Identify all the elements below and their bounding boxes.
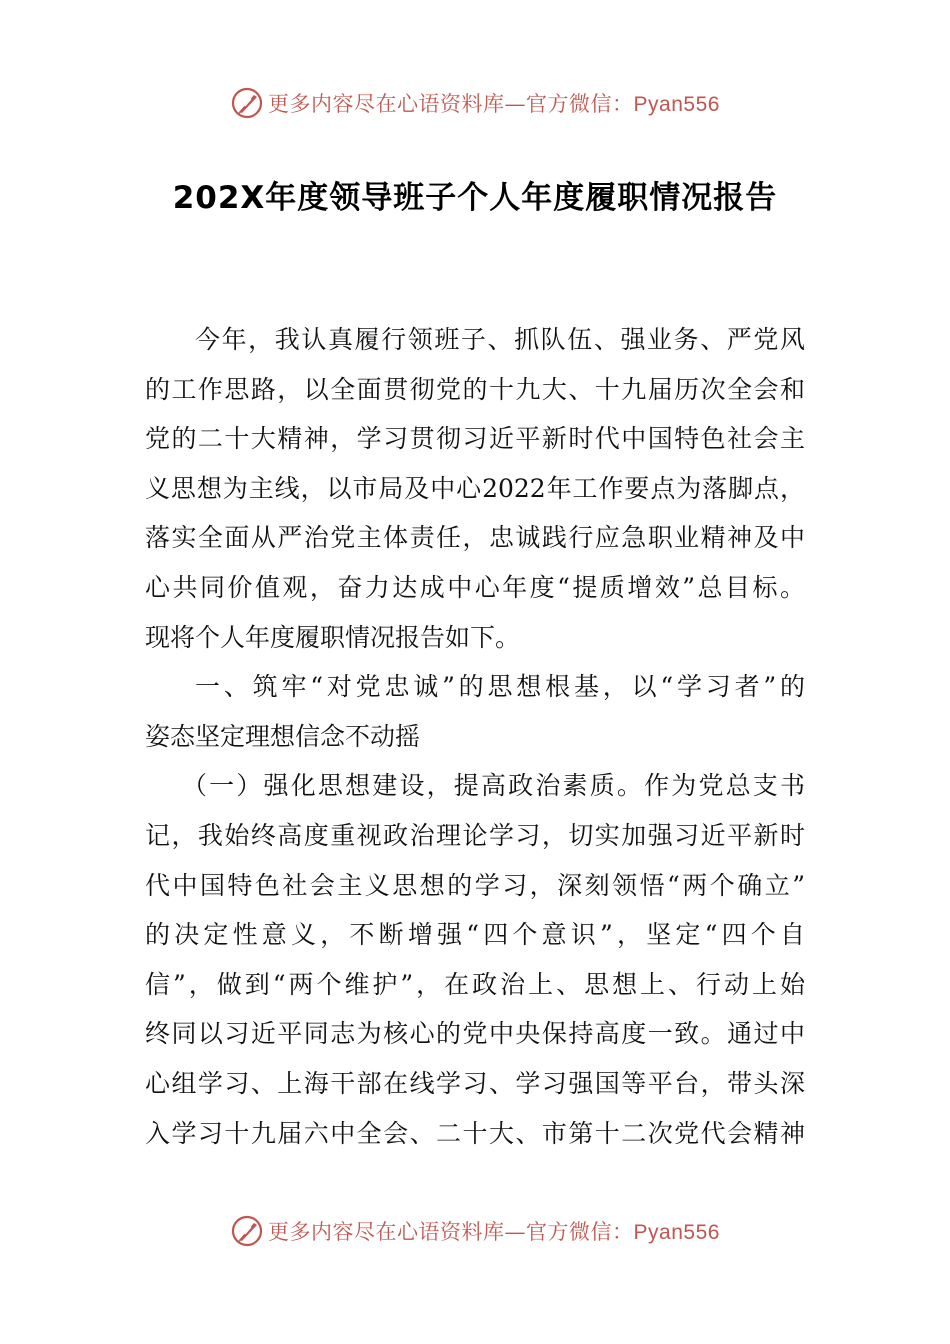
body-line: 记，我始终高度重视政治理论学习，切实加强习近平新时 <box>145 820 805 850</box>
quill-pen-logo-icon <box>230 86 264 120</box>
body-line: 心共同价值观，奋力达成中心年度“提质增效”总目标。 <box>145 572 805 602</box>
body-line: 终同以习近平同志为核心的党中央保持高度一致。通过中 <box>145 1019 805 1049</box>
body-line: 心组学习、上海干部在线学习、学习强国等平台，带头深 <box>145 1068 805 1098</box>
watermark-wechat-id: Pyan556 <box>633 1221 720 1244</box>
body-line: 入学习十九届六中全会、二十大、市第十二次党代会精神 <box>145 1118 805 1148</box>
body-line: 现将个人年度履职情况报告如下。 <box>145 622 521 652</box>
body-line: （一）强化思想建设，提高政治素质。作为党总支书 <box>182 771 805 801</box>
section-heading-line: 一、筑牢“对党忠诚”的思想根基，以“学习者”的 <box>195 672 805 702</box>
body-line: 义思想为主线，以市局及中心2022年工作要点为落脚点， <box>145 473 805 503</box>
quill-pen-logo-icon <box>230 1214 264 1248</box>
document-body <box>145 315 805 1158</box>
watermark-site-text: 更多内容尽在心语资料库—官方微信： <box>268 92 634 116</box>
document-title: 202X年度领导班子个人年度履职情况报告 <box>172 180 778 216</box>
body-line: 落实全面从严治党主体责任，忠诚践行应急职业精神及中 <box>145 523 805 553</box>
watermark-text <box>268 88 720 118</box>
body-line: 信”，做到“两个维护”，在政治上、思想上、行动上始 <box>145 969 805 999</box>
section-heading-line: 姿态坚定理想信念不动摇 <box>145 721 421 751</box>
body-line: 的工作思路，以全面贯彻党的十九大、十九届历次全会和 <box>145 374 805 404</box>
body-line: 代中国特色社会主义思想的学习，深刻领悟“两个确立” <box>145 870 805 900</box>
watermark-site-text: 更多内容尽在心语资料库—官方微信： <box>268 1220 634 1244</box>
footer-watermark-banner <box>0 1211 950 1251</box>
watermark-text <box>268 1216 720 1246</box>
body-line: 今年，我认真履行领班子、抓队伍、强业务、严党风 <box>195 325 805 354</box>
body-line: 党的二十大精神，学习贯彻习近平新时代中国特色社会主 <box>145 424 805 454</box>
header-watermark-banner <box>0 83 950 123</box>
watermark-wechat-id: Pyan556 <box>633 93 720 116</box>
body-line: 的决定性意义，不断增强“四个意识”，坚定“四个自 <box>145 920 805 950</box>
